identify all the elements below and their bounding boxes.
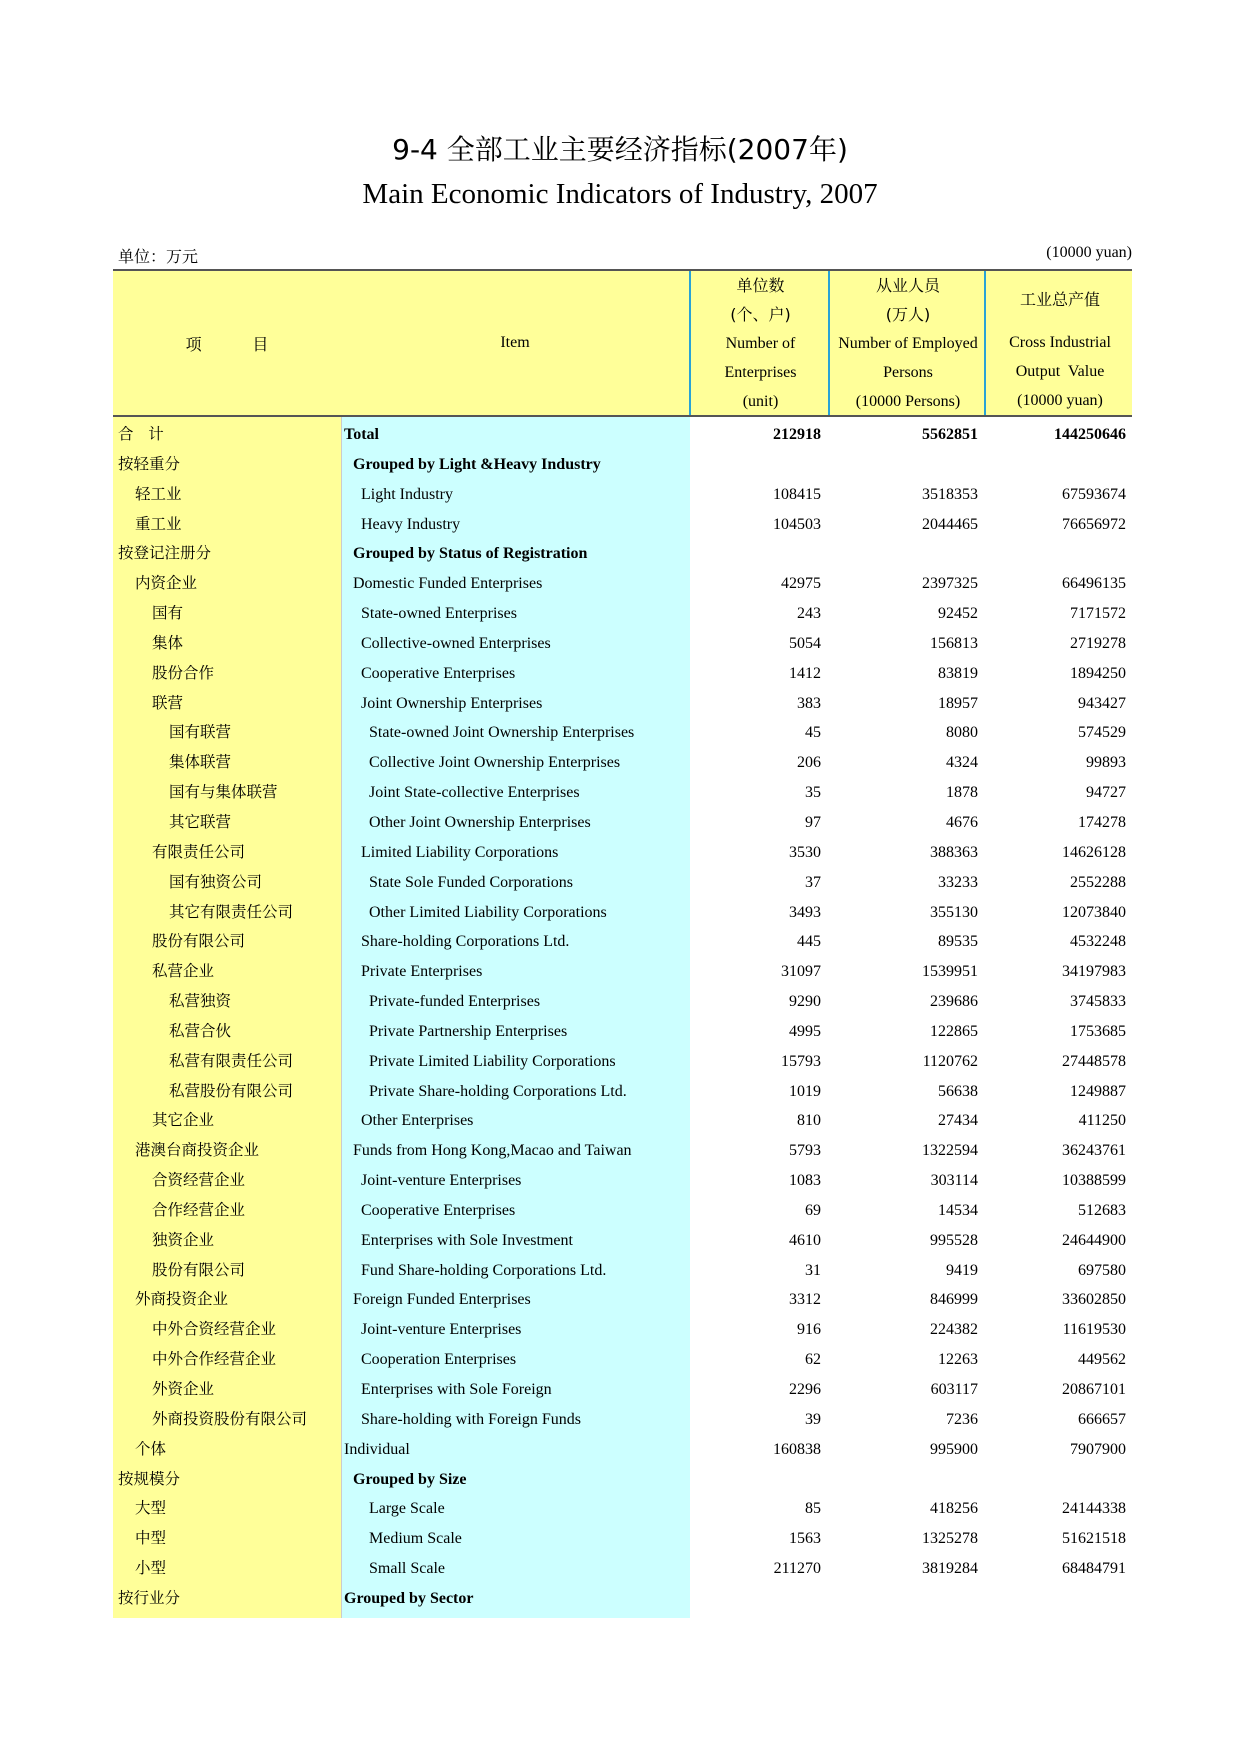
table-row [113, 539, 1132, 569]
row-label-cn: 按行业分 [118, 1588, 181, 1607]
row-output: 94727 [1086, 784, 1126, 802]
row-output: 411250 [1078, 1112, 1126, 1130]
row-label-en: Joint-venture Enterprises [361, 1321, 522, 1339]
row-output: 2719278 [1070, 634, 1126, 652]
row-employed: 2044465 [922, 515, 978, 533]
row-label-cn: 外商投资企业 [135, 1290, 229, 1309]
table-row [113, 748, 1132, 778]
unit-label-en: (10000 yuan) [1046, 244, 1132, 261]
table-row [113, 1136, 1132, 1166]
header-employed-line: Persons [883, 364, 933, 381]
table-row [113, 1465, 1132, 1495]
row-label-cn: 国有与集体联营 [169, 783, 278, 802]
row-employed: 4676 [946, 813, 978, 831]
row-employed: 995900 [930, 1440, 978, 1458]
row-employed: 418256 [930, 1500, 978, 1518]
table-row [113, 1196, 1132, 1226]
row-label-en: Private Share-holding Corporations Ltd. [369, 1082, 627, 1100]
row-output: 68484791 [1062, 1560, 1126, 1578]
row-employed: 92452 [938, 605, 978, 623]
table-body [113, 417, 1132, 1614]
row-label-cn: 合作经营企业 [152, 1200, 246, 1219]
row-label-en: Foreign Funded Enterprises [353, 1291, 531, 1309]
row-employed: 27434 [938, 1112, 978, 1130]
row-output: 12073840 [1062, 903, 1126, 921]
row-label-cn: 轻工业 [135, 484, 182, 503]
row-output: 1753685 [1070, 1022, 1126, 1040]
row-employed: 2397325 [922, 575, 978, 593]
row-employed: 388363 [930, 843, 978, 861]
row-employed: 18957 [938, 694, 978, 712]
row-label-en: Share-holding with Foreign Funds [361, 1410, 581, 1428]
row-output: 7171572 [1070, 605, 1126, 623]
row-label-cn: 国有独资公司 [169, 872, 263, 891]
table-row [113, 1077, 1132, 1107]
row-label-en: Cooperative Enterprises [361, 1201, 516, 1219]
row-enterprises: 1019 [789, 1082, 821, 1100]
row-enterprises: 3530 [789, 843, 821, 861]
row-output: 1249887 [1070, 1082, 1126, 1100]
row-label-en: Enterprises with Sole Foreign [361, 1381, 552, 1398]
row-label-en: Private Enterprises [361, 963, 483, 981]
row-label-en: Domestic Funded Enterprises [353, 575, 543, 593]
row-enterprises: 383 [797, 694, 821, 712]
row-output: 14626128 [1062, 843, 1126, 861]
row-employed: 3518353 [922, 485, 978, 503]
row-label-cn: 私营独资 [169, 992, 232, 1011]
row-label-cn: 外商投资股份有限公司 [152, 1409, 308, 1428]
table-row [113, 927, 1132, 957]
table-row [113, 629, 1132, 659]
row-enterprises: 211270 [773, 1560, 821, 1578]
header-output-line: 工业总产值 [1019, 290, 1100, 309]
header-employed-line: Number of Employed [838, 335, 978, 352]
row-output: 574529 [1078, 724, 1126, 742]
row-employed: 224382 [930, 1321, 978, 1339]
row-output: 33602850 [1062, 1291, 1126, 1309]
row-output: 174278 [1078, 813, 1126, 831]
table-row [113, 480, 1132, 510]
row-output: 67593674 [1062, 485, 1126, 503]
header-item-en: Item [500, 334, 530, 351]
row-employed: 355130 [930, 903, 978, 921]
row-enterprises: 42975 [781, 575, 821, 593]
row-employed: 8080 [946, 724, 978, 742]
row-enterprises: 39 [805, 1410, 821, 1428]
table-row [113, 599, 1132, 629]
row-enterprises: 1412 [789, 664, 821, 682]
row-label-en: Large Scale [369, 1500, 445, 1518]
row-label-en: Total [344, 426, 379, 443]
row-label-en: Light Industry [361, 485, 453, 503]
row-employed: 239686 [930, 993, 978, 1011]
row-label-en: Joint State-collective Enterprises [369, 784, 580, 802]
table-row [113, 808, 1132, 838]
row-enterprises: 3493 [789, 903, 821, 921]
table-row [113, 1584, 1132, 1614]
table-row [113, 569, 1132, 599]
row-label-en: Private Limited Liability Corporations [369, 1052, 616, 1070]
row-enterprises: 206 [797, 754, 821, 772]
header-enterprises-line: Enterprises [724, 364, 797, 381]
row-employed: 1325278 [922, 1530, 978, 1548]
header-item-cn: 项 目 [185, 334, 269, 354]
header-enterprises-line: 单位数 [736, 276, 785, 295]
row-label-cn: 按规模分 [118, 1469, 181, 1488]
row-label-cn: 私营有限责任公司 [169, 1051, 294, 1070]
table-row [113, 1256, 1132, 1286]
row-label-en: Other Limited Liability Corporations [369, 903, 607, 921]
row-employed: 12263 [938, 1351, 978, 1369]
row-label-cn: 国有 [152, 604, 184, 623]
table-row [113, 868, 1132, 898]
row-output: 3745833 [1070, 993, 1126, 1011]
row-label-en: Joint Ownership Enterprises [361, 694, 543, 712]
table-row [113, 1106, 1132, 1136]
table-row [113, 1345, 1132, 1375]
row-employed: 14534 [938, 1201, 978, 1219]
header-enterprises [689, 271, 830, 415]
row-enterprises: 5793 [789, 1142, 821, 1160]
table-row [113, 1435, 1132, 1465]
row-output: 51621518 [1062, 1530, 1126, 1548]
row-output: 2552288 [1070, 873, 1126, 891]
row-enterprises: 35 [805, 784, 821, 802]
table-row [113, 838, 1132, 868]
unit-label-cn: 单位：万元 [118, 247, 199, 266]
row-label-cn: 合资经营企业 [152, 1171, 246, 1190]
row-employed: 56638 [938, 1082, 978, 1100]
table-row [113, 957, 1132, 987]
row-label-en: Grouped by Size [353, 1470, 467, 1488]
row-label-cn: 独资企业 [152, 1230, 215, 1249]
row-label-cn: 股份有限公司 [152, 1260, 246, 1279]
row-label-cn: 集体联营 [169, 753, 232, 772]
row-output: 10388599 [1062, 1172, 1126, 1190]
row-employed: 846999 [930, 1291, 978, 1309]
row-label-cn: 股份合作 [152, 663, 215, 682]
row-label-cn: 个体 [135, 1439, 167, 1458]
row-enterprises: 212918 [773, 426, 821, 443]
row-label-cn: 联营 [152, 693, 184, 712]
row-enterprises: 108415 [773, 485, 821, 503]
table-row [113, 689, 1132, 719]
row-label-cn: 港澳台商投资企业 [135, 1141, 260, 1160]
row-label-cn: 重工业 [135, 514, 182, 533]
row-label-en: Enterprises with Sole Investment [361, 1231, 573, 1249]
row-enterprises: 4610 [789, 1231, 821, 1249]
indicators-table [113, 269, 1132, 1614]
row-employed: 5562851 [922, 426, 978, 443]
row-label-cn: 私营企业 [152, 962, 215, 981]
table-row [113, 987, 1132, 1017]
row-label-cn: 集体 [152, 633, 184, 652]
table-row [113, 898, 1132, 928]
row-enterprises: 5054 [789, 634, 821, 652]
row-output: 1894250 [1070, 664, 1126, 682]
row-enterprises: 2296 [789, 1381, 821, 1398]
row-enterprises: 160838 [773, 1440, 821, 1458]
row-employed: 156813 [930, 634, 978, 652]
row-label-cn: 股份有限公司 [152, 932, 246, 951]
row-output: 11619530 [1062, 1321, 1126, 1339]
row-employed: 303114 [930, 1172, 978, 1190]
row-label-cn: 合 计 [118, 425, 164, 443]
header-enterprises-line: (unit) [742, 393, 779, 410]
table-row [113, 1166, 1132, 1196]
row-output: 34197983 [1062, 963, 1126, 981]
row-label-en: Other Joint Ownership Enterprises [369, 813, 591, 831]
row-enterprises: 445 [797, 933, 821, 951]
row-label-en: Private-funded Enterprises [369, 993, 541, 1011]
table-row [113, 1285, 1132, 1315]
table-header [113, 269, 1132, 417]
row-enterprises: 69 [805, 1201, 821, 1219]
row-label-en: Collective Joint Ownership Enterprises [369, 754, 621, 772]
row-label-en: State Sole Funded Corporations [369, 873, 573, 891]
page-title-en: Main Economic Indicators of Industry, 2007 [362, 178, 878, 210]
row-enterprises: 1563 [789, 1530, 821, 1548]
row-output: 144250646 [1054, 426, 1126, 443]
row-label-en: Joint-venture Enterprises [361, 1172, 522, 1190]
row-output: 66496135 [1062, 575, 1126, 593]
table-row [113, 1226, 1132, 1256]
table-row [113, 450, 1132, 480]
row-label-cn: 有限责任公司 [152, 842, 246, 861]
table-row [113, 1315, 1132, 1345]
row-enterprises: 104503 [773, 515, 821, 533]
row-label-cn: 按登记注册分 [118, 544, 212, 563]
header-output-line: (10000 yuan) [1017, 392, 1103, 409]
row-label-en: Cooperative Enterprises [361, 664, 516, 682]
row-label-en: Individual [344, 1440, 410, 1458]
header-employed-line: (10000 Persons) [855, 393, 961, 410]
header-output [984, 271, 1134, 415]
row-enterprises: 243 [797, 605, 821, 623]
row-employed: 1120762 [922, 1052, 978, 1070]
row-label-cn: 其它企业 [152, 1111, 215, 1130]
table-row [113, 420, 1132, 450]
row-label-en: Small Scale [369, 1560, 445, 1578]
row-label-en: Other Enterprises [361, 1112, 474, 1130]
row-label-en: State-owned Enterprises [361, 605, 517, 623]
row-label-en: Heavy Industry [361, 515, 461, 533]
row-label-en: Fund Share-holding Corporations Ltd. [361, 1261, 607, 1279]
row-label-cn: 内资企业 [135, 574, 198, 593]
row-enterprises: 31097 [781, 963, 821, 981]
row-label-en: Collective-owned Enterprises [361, 634, 551, 652]
row-output: 99893 [1086, 754, 1126, 772]
table-row [113, 778, 1132, 808]
row-employed: 603117 [930, 1381, 978, 1398]
row-label-cn: 其它联营 [169, 812, 232, 831]
row-output: 512683 [1078, 1201, 1126, 1219]
row-enterprises: 31 [805, 1261, 821, 1279]
row-employed: 1539951 [922, 963, 978, 981]
row-enterprises: 85 [805, 1500, 821, 1518]
row-output: 24144338 [1062, 1500, 1126, 1518]
row-employed: 89535 [938, 933, 978, 951]
row-label-cn: 其它有限责任公司 [169, 902, 294, 921]
row-label-cn: 小型 [135, 1559, 167, 1578]
row-employed: 1322594 [922, 1142, 978, 1160]
row-enterprises: 45 [805, 724, 821, 742]
row-label-en: Grouped by Status of Registration [353, 545, 588, 563]
row-enterprises: 62 [805, 1351, 821, 1369]
header-employed-line: 从业人员 [875, 276, 940, 295]
row-label-en: Grouped by Light &Heavy Industry [353, 455, 601, 473]
row-enterprises: 15793 [781, 1052, 821, 1070]
table-row [113, 1494, 1132, 1524]
header-employed-line: (万人) [885, 305, 931, 324]
header-employed [828, 271, 986, 415]
row-employed: 3819284 [922, 1560, 978, 1578]
row-enterprises: 916 [797, 1321, 821, 1339]
row-output: 666657 [1078, 1410, 1126, 1428]
row-label-cn: 私营合伙 [169, 1021, 232, 1040]
row-enterprises: 37 [805, 873, 821, 891]
row-employed: 33233 [938, 873, 978, 891]
header-enterprises-line: Number of [725, 335, 796, 352]
row-label-en: Private Partnership Enterprises [369, 1022, 568, 1040]
row-employed: 1878 [946, 784, 978, 802]
table-row [113, 1375, 1132, 1405]
header-output-line: Output Value [1015, 363, 1105, 380]
table-row [113, 1524, 1132, 1554]
row-enterprises: 3312 [789, 1291, 821, 1309]
row-label-en: Funds from Hong Kong,Macao and Taiwan [353, 1142, 632, 1160]
table-row [113, 510, 1132, 540]
row-output: 697580 [1078, 1261, 1126, 1279]
row-employed: 122865 [930, 1022, 978, 1040]
table-row [113, 1047, 1132, 1077]
table-row [113, 659, 1132, 689]
row-employed: 83819 [938, 664, 978, 682]
row-employed: 7236 [946, 1410, 978, 1428]
row-employed: 9419 [946, 1261, 978, 1279]
row-enterprises: 4995 [789, 1022, 821, 1040]
row-label-cn: 中外合资经营企业 [152, 1320, 277, 1339]
row-label-cn: 私营股份有限公司 [169, 1081, 294, 1100]
row-enterprises: 1083 [789, 1172, 821, 1190]
row-label-en: Share-holding Corporations Ltd. [361, 933, 570, 951]
row-label-cn: 国有联营 [169, 723, 232, 742]
row-label-cn: 按轻重分 [118, 454, 181, 473]
row-output: 943427 [1078, 694, 1126, 712]
row-output: 20867101 [1062, 1381, 1126, 1398]
row-label-cn: 大型 [135, 1499, 167, 1518]
table-row [113, 1554, 1132, 1584]
table-rows [113, 417, 1132, 1614]
header-enterprises-line: (个、户) [730, 305, 791, 324]
row-label-cn: 中外合作经营企业 [152, 1350, 277, 1369]
row-label-en: Grouped by Sector [344, 1589, 474, 1607]
row-label-en: Limited Liability Corporations [361, 843, 559, 861]
row-output: 7907900 [1070, 1440, 1126, 1458]
row-enterprises: 9290 [789, 993, 821, 1011]
row-output: 76656972 [1062, 515, 1126, 533]
row-enterprises: 97 [805, 813, 821, 831]
row-output: 24644900 [1062, 1231, 1126, 1249]
row-enterprises: 810 [797, 1112, 821, 1130]
row-label-cn: 中型 [135, 1529, 167, 1548]
page-title-cn: 9-4 全部工业主要经济指标(2007年) [392, 133, 848, 166]
header-output-line: Cross Industrial [1009, 334, 1111, 351]
row-label-en: Medium Scale [369, 1530, 462, 1548]
row-output: 449562 [1078, 1351, 1126, 1369]
row-label-cn: 外资企业 [152, 1380, 215, 1398]
row-output: 27448578 [1062, 1052, 1126, 1070]
row-label-en: State-owned Joint Ownership Enterprises [369, 724, 635, 742]
row-output: 36243761 [1062, 1142, 1126, 1160]
row-employed: 4324 [946, 754, 978, 772]
row-label-en: Cooperation Enterprises [361, 1351, 517, 1369]
row-employed: 995528 [930, 1231, 978, 1249]
table-row [113, 1405, 1132, 1435]
table-row [113, 1017, 1132, 1047]
row-output: 4532248 [1070, 933, 1126, 951]
table-row [113, 718, 1132, 748]
